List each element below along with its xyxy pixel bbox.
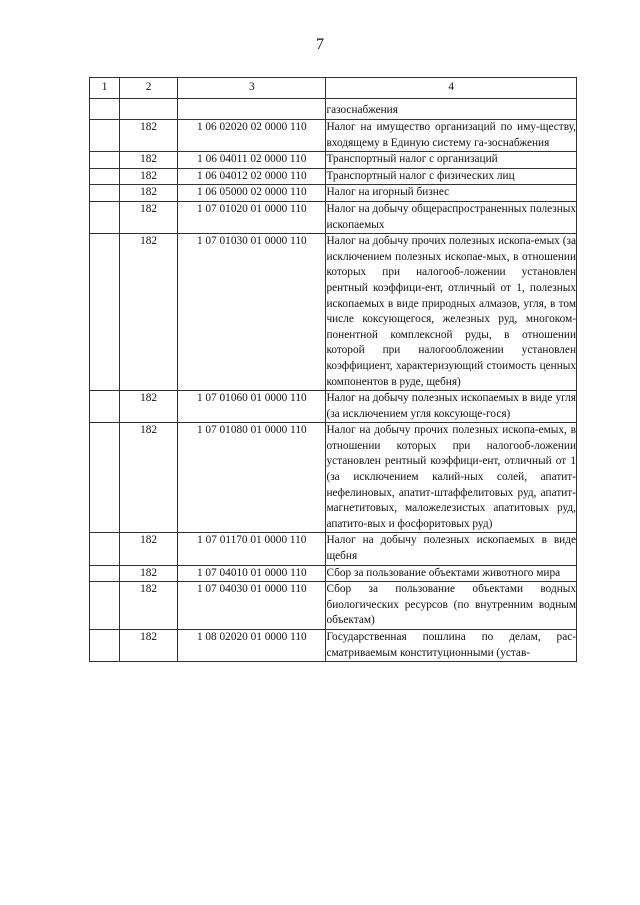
- revenue-code-cell: 1 07 01080 01 0000 110: [178, 423, 326, 533]
- revenue-description-cell: Транспортный налог с организаций: [326, 152, 577, 169]
- table-body: [90, 99, 577, 662]
- admin-code-cell: 182: [120, 565, 178, 582]
- revenue-description-cell: Налог на игорный бизнес: [326, 185, 577, 202]
- admin-code-cell: 182: [120, 120, 178, 152]
- page-number: 7: [316, 36, 324, 53]
- row-number-cell: [90, 201, 120, 233]
- row-number-cell: [90, 565, 120, 582]
- revenue-description-cell: Налог на добычу общераспространенных полезных ископаемых: [326, 201, 577, 233]
- table-header-row: [90, 78, 577, 99]
- column-header-4: 4: [326, 78, 577, 99]
- revenue-description-cell: Сбор за пользование объектами животного мира: [326, 565, 577, 582]
- revenue-codes-table: [89, 77, 577, 662]
- revenue-description-cell: Налог на добычу полезных ископаемых в виде щебня: [326, 533, 577, 565]
- table-row: [90, 533, 577, 565]
- column-header-3: 3: [178, 78, 326, 99]
- revenue-code-cell: 1 08 02020 01 0000 110: [178, 630, 326, 662]
- revenue-code-cell: [178, 99, 326, 120]
- admin-code-cell: 182: [120, 423, 178, 533]
- row-number-cell: [90, 391, 120, 423]
- table-row: [90, 565, 577, 582]
- admin-code-cell: 182: [120, 168, 178, 185]
- revenue-description-cell: Сбор за пользование объектами водных биологических ресурсов (по внутренним водным объектам): [326, 582, 577, 630]
- row-number-cell: [90, 582, 120, 630]
- admin-code-cell: [120, 99, 178, 120]
- row-number-cell: [90, 168, 120, 185]
- admin-code-cell: 182: [120, 582, 178, 630]
- revenue-description-cell: Транспортный налог с физических лиц: [326, 168, 577, 185]
- revenue-code-cell: 1 07 01060 01 0000 110: [178, 391, 326, 423]
- admin-code-cell: 182: [120, 391, 178, 423]
- revenue-code-cell: 1 07 04030 01 0000 110: [178, 582, 326, 630]
- row-number-cell: [90, 630, 120, 662]
- table-row: [90, 168, 577, 185]
- admin-code-cell: 182: [120, 152, 178, 169]
- admin-code-cell: 182: [120, 185, 178, 202]
- admin-code-cell: 182: [120, 630, 178, 662]
- table-row: [90, 99, 577, 120]
- revenue-code-cell: 1 07 01020 01 0000 110: [178, 201, 326, 233]
- revenue-description-cell: Налог на добычу прочих полезных ископа-емых, в отношении которых при налогооб-ложении установлен рентный коэффици-ент, отличный от 1 (за исключением калий-ных солей, апатит-нефелиновых, апатит-штаффелитовых руд, апатит-магнетитовых, маложелезистых апатитовых руд, апатито-вых и фосфоритовых руд): [326, 423, 577, 533]
- table-row: [90, 423, 577, 533]
- table-row: [90, 234, 577, 391]
- revenue-description-cell: Налог на добычу полезных ископаемых в виде угля (за исключением угля коксующе-гося): [326, 391, 577, 423]
- admin-code-cell: 182: [120, 234, 178, 391]
- admin-code-cell: 182: [120, 201, 178, 233]
- column-header-1: 1: [90, 78, 120, 99]
- row-number-cell: [90, 234, 120, 391]
- revenue-code-cell: 1 06 05000 02 0000 110: [178, 185, 326, 202]
- row-number-cell: [90, 423, 120, 533]
- revenue-description-cell: газоснабжения: [326, 99, 577, 120]
- row-number-cell: [90, 99, 120, 120]
- table-row: [90, 152, 577, 169]
- revenue-code-cell: 1 07 01170 01 0000 110: [178, 533, 326, 565]
- row-number-cell: [90, 185, 120, 202]
- table-row: [90, 185, 577, 202]
- table-row: [90, 201, 577, 233]
- revenue-code-cell: 1 07 01030 01 0000 110: [178, 234, 326, 391]
- row-number-cell: [90, 152, 120, 169]
- revenue-description-cell: Налог на имущество организаций по иму-ществу, входящему в Единую систему га-зоснабжения: [326, 120, 577, 152]
- revenue-code-cell: 1 06 04012 02 0000 110: [178, 168, 326, 185]
- revenue-code-cell: 1 06 04011 02 0000 110: [178, 152, 326, 169]
- table-row: [90, 391, 577, 423]
- table-row: [90, 120, 577, 152]
- column-header-2: 2: [120, 78, 178, 99]
- admin-code-cell: 182: [120, 533, 178, 565]
- row-number-cell: [90, 120, 120, 152]
- table-row: [90, 630, 577, 662]
- table-row: [90, 582, 577, 630]
- row-number-cell: [90, 533, 120, 565]
- revenue-description-cell: Налог на добычу прочих полезных ископа-емых (за исключением полезных ископае-мых, в отношении которых при налогооб-ложении установлен рентный коэффици-ент, отличный от 1, полезных ископаемых в виде природных алмазов, угля, в том числе коксующегося, железных руд, многоком-понентной комплексной руды, в отношении которой при налогообложении установлен коэффициент, характеризующий стоимость ценных компонентов в руде, щебня): [326, 234, 577, 391]
- revenue-code-cell: 1 07 04010 01 0000 110: [178, 565, 326, 582]
- revenue-code-cell: 1 06 02020 02 0000 110: [178, 120, 326, 152]
- revenue-description-cell: Государственная пошлина по делам, рас-сматриваемым конституционными (устав-: [326, 630, 577, 662]
